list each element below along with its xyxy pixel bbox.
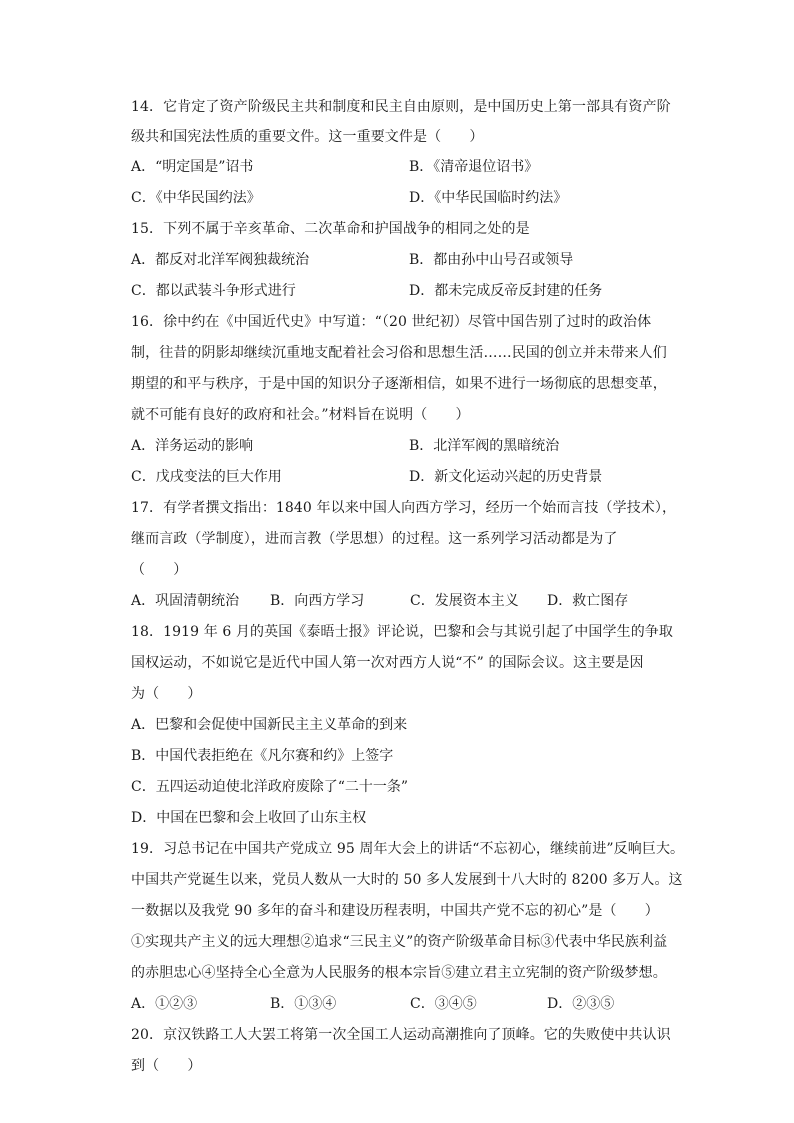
q14-option-c: C．《中华民国约法》 xyxy=(131,190,261,206)
q14-option-a: A．“明定国是”诏书 xyxy=(131,159,254,175)
q17-option-d: D．救亡图存 xyxy=(547,593,629,609)
q19-option-d: D．②③⑤ xyxy=(547,996,615,1012)
q15-option-d: D．都未完成反帝反封建的任务 xyxy=(409,283,603,299)
q15-option-b: B．都由孙中山号召或领导 xyxy=(409,252,574,268)
q18-stem-line-3: 为（ ） xyxy=(131,686,202,702)
q17-option-c: C．发展资本主义 xyxy=(410,593,519,609)
q14-stem-line-1: 14．它肯定了资产阶级民主共和制度和民主自由原则，是中国历史上第一部具有资产阶 xyxy=(131,99,671,115)
q20-stem-line-2: 到（ ） xyxy=(131,1058,202,1074)
q15-option-a: A．都反对北洋军阀独裁统治 xyxy=(131,252,310,268)
q17-stem-line-2: 继而言政（学制度），进而言教（学思想）的过程。这一系列学习活动都是为了 xyxy=(131,531,618,547)
q17-option-a: A．巩固清朝统治 xyxy=(131,593,240,609)
q20-stem-line-1: 20．京汉铁路工人大罢工将第一次全国工人运动高潮推向了顶峰。它的失败使中共认识 xyxy=(131,1027,671,1043)
q16-option-d: D．新文化运动兴起的历史背景 xyxy=(409,469,603,485)
q16-stem-line-4: 就不可能有良好的政府和社会。”材料旨在说明（ ） xyxy=(131,407,470,423)
q19-stem-line-2: 中国共产党诞生以来，党员人数从一大时的 50 多人发展到十八大时的 8200 多万人。这 xyxy=(131,872,683,888)
q18-option-b: B．中国代表拒绝在《凡尔赛和约》上签字 xyxy=(131,748,394,764)
q16-option-b: B．北洋军阀的黑暗统治 xyxy=(409,438,560,454)
q17-stem-line-1: 17．有学者撰文指出：1840 年以来中国人向西方学习，经历一个始而言技（学技术）， xyxy=(131,500,677,516)
q19-stem-line-1: 19．习总书记在中国共产党成立 95 周年大会上的讲话“不忘初心，继续前进”反响巨大。 xyxy=(131,841,685,857)
q19-option-c: C．③④⑤ xyxy=(410,996,477,1012)
q18-option-a: A．巴黎和会促使中国新民主主义革命的到来 xyxy=(131,717,408,733)
q18-stem-line-2: 国权运动，不如说它是近代中国人第一次对西方人说“不” 的国际会议。这主要是因 xyxy=(131,655,644,671)
q15-stem-line-1: 15．下列不属于辛亥革命、二次革命和护国战争的相同之处的是 xyxy=(131,221,530,237)
q19-stem-line-5: 的赤胆忠心④坚持全心全意为人民服务的根本宗旨⑤建立君主立宪制的资产阶级梦想。 xyxy=(131,965,667,981)
q14-stem-line-2: 级共和国宪法性质的重要文件。这一重要文件是（ ） xyxy=(131,129,484,145)
q15-option-c: C．都以武装斗争形式进行 xyxy=(131,283,296,299)
q18-option-c: C．五四运动迫使北洋政府废除了“二十一条” xyxy=(131,779,409,795)
q19-stem-line-4: ①实现共产主义的远大理想②追求“三民主义”的资产阶级革命目标③代表中华民族利益 xyxy=(131,934,668,950)
q16-stem-line-3: 期望的和平与秩序，于是中国的知识分子逐渐相信，如果不进行一场彻底的思想变革， xyxy=(131,376,667,392)
q16-stem-line-2: 制，往昔的阴影却继续沉重地支配着社会习俗和思想生活……民国的创立并未带来人们 xyxy=(131,345,667,361)
q16-option-a: A．洋务运动的影响 xyxy=(131,438,254,454)
q16-stem-line-1: 16．徐中约在《中国近代史》中写道：“（20 世纪初）尽管中国告别了过时的政治体 xyxy=(131,314,652,330)
q18-option-d: D．中国在巴黎和会上收回了山东主权 xyxy=(131,810,367,826)
q17-stem-line-3: （ ） xyxy=(131,562,188,578)
q19-option-a: A．①②③ xyxy=(131,996,198,1012)
q14-option-b: B．《清帝退位诏书》 xyxy=(409,159,539,175)
q18-stem-line-1: 18．1919 年 6 月的英国《泰晤士报》评论说，巴黎和会与其说引起了中国学生的争取 xyxy=(131,624,673,640)
q17-option-b: B．向西方学习 xyxy=(270,593,365,609)
q14-option-d: D．《中华民国临时约法》 xyxy=(409,190,568,206)
q19-stem-line-3: 一数据以及我党 90 多年的奋斗和建设历程表明，中国共产党不忘的初心”是（ ） xyxy=(131,903,659,919)
q16-option-c: C．戊戌变法的巨大作用 xyxy=(131,469,282,485)
q19-option-b: B．①③④ xyxy=(270,996,337,1012)
